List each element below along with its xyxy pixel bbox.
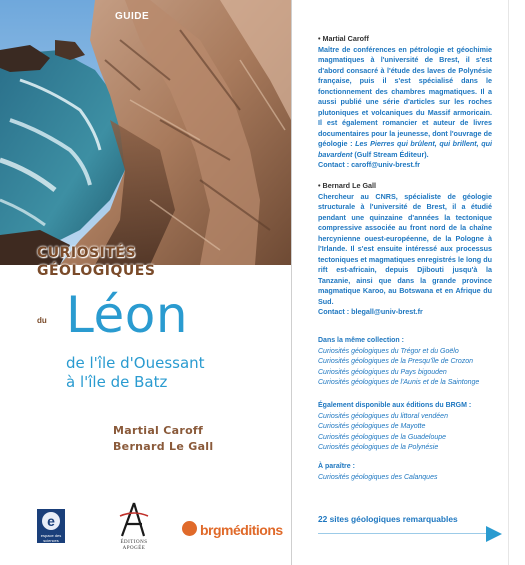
brgm-logo-text: brgméditions xyxy=(200,522,283,538)
sites-count-label: 22 sites géologiques remarquables xyxy=(318,514,458,524)
same-collection-list xyxy=(318,336,498,389)
author-caroff: Martial Caroff xyxy=(113,424,204,437)
arrow-right-icon xyxy=(486,526,502,542)
brgm-circle-icon xyxy=(182,521,197,536)
book-subtitle xyxy=(66,354,205,392)
bio-publisher: (Gulf Stream Éditeur). xyxy=(352,149,429,159)
author-bio-le-gall xyxy=(318,181,492,318)
upcoming-list xyxy=(318,462,498,483)
bio-text-caroff: Maître de conférences en pétrologie et géochimie magmatiques à l'université de Brest, il s'est d'abord consacré à l'étude des laves de Polynésie française, puis il s'est spécialisé dans le fonctionnement des chambres magmatiques. Il a aussi publié une série d'articles sur les roches plutoniques et volcaniques du Massif armoricain. Il est également romancier et auteur de livres documentaires pour la jeunesse, dont l'ouvrage de géologie : xyxy=(318,44,492,148)
authors xyxy=(113,423,213,455)
title-main-leon: Léon xyxy=(66,286,189,344)
list-item: Curiosités géologiques de la Polynésie xyxy=(318,444,439,451)
list-item: Curiosités géologiques du Pays bigouden xyxy=(318,368,447,376)
upcoming-heading: À paraître : xyxy=(318,463,355,470)
page-edge xyxy=(508,0,525,565)
arrow-line xyxy=(318,533,486,534)
author-le-gall: Bernard Le Gall xyxy=(113,440,214,453)
brgm-collection-heading: Également disponible aux éditions du BRGM : xyxy=(318,402,472,409)
same-collection-heading: Dans la même collection : xyxy=(318,337,404,344)
bio-book-title: Les Pierres qui brûlent, qui brillent, qui bavardent xyxy=(318,139,492,159)
list-item: Curiosités géologiques de Mayotte xyxy=(318,423,426,430)
apogee-logo-text: ÉDITIONS APOGÉE xyxy=(120,540,148,551)
title-line-geologiques: GÉOLOGIQUES xyxy=(37,263,156,279)
list-item: Curiosités géologiques des Calanques xyxy=(318,473,438,481)
guide-tag: GUIDE xyxy=(115,11,150,22)
title-du: du xyxy=(37,316,47,325)
subtitle-line-2: à l'île de Batz xyxy=(66,373,168,391)
list-item: Curiosités géologiques de la Guadeloupe xyxy=(318,433,447,441)
list-item: Curiosités géologiques de la Presqu'île de Crozon xyxy=(318,358,474,365)
book-title-block xyxy=(37,244,287,280)
bio-name-le-gall: • Bernard Le Gall xyxy=(318,181,377,190)
author-bio-caroff xyxy=(318,34,492,171)
subtitle-line-1: de l'île d'Ouessant xyxy=(66,354,205,372)
espace-logo-text: espace des sciences xyxy=(40,533,62,543)
bio-name-caroff: • Martial Caroff xyxy=(318,34,369,43)
contact-caroff: Contact : caroff@univ-brest.fr xyxy=(318,160,421,169)
list-item: Curiosités géologiques du Trégor et du Goëlo xyxy=(318,347,459,355)
list-item: Curiosités géologiques de l'Aunis et de la Saintonge xyxy=(318,379,480,386)
brgm-collection-list xyxy=(318,401,498,454)
title-line-curiosites: CURIOSITÉS xyxy=(37,245,137,261)
espace-des-sciences-logo xyxy=(37,509,65,543)
apogee-emblem-icon xyxy=(112,500,156,540)
editions-apogee-logo xyxy=(112,500,156,552)
bio-text-le-gall: Chercheur au CNRS, spécialiste de géologie structurale à l'université de Brest, il a étudié pendant une quinzaine d'années la tectonique compressive associée au front nord de la chaîne hercynienne ouest-européenne, de la Pologne à l'Irlande. Il s'est ensuite intéressé aux processus tectoniques et magmatiques enregistrés le long du rift est-africain, depuis Djibouti jusqu'à la Tanzanie, ainsi que dans la grande province magmatique Karoo, au Botswana et en Afrique du Sud. xyxy=(318,191,492,306)
cover-photo-coastal-rocks xyxy=(0,0,291,265)
espace-logo-mark: e xyxy=(42,512,60,530)
contact-le-gall: Contact : blegall@univ-brest.fr xyxy=(318,307,423,316)
list-item: Curiosités géologiques du littoral vendéen xyxy=(318,412,448,420)
